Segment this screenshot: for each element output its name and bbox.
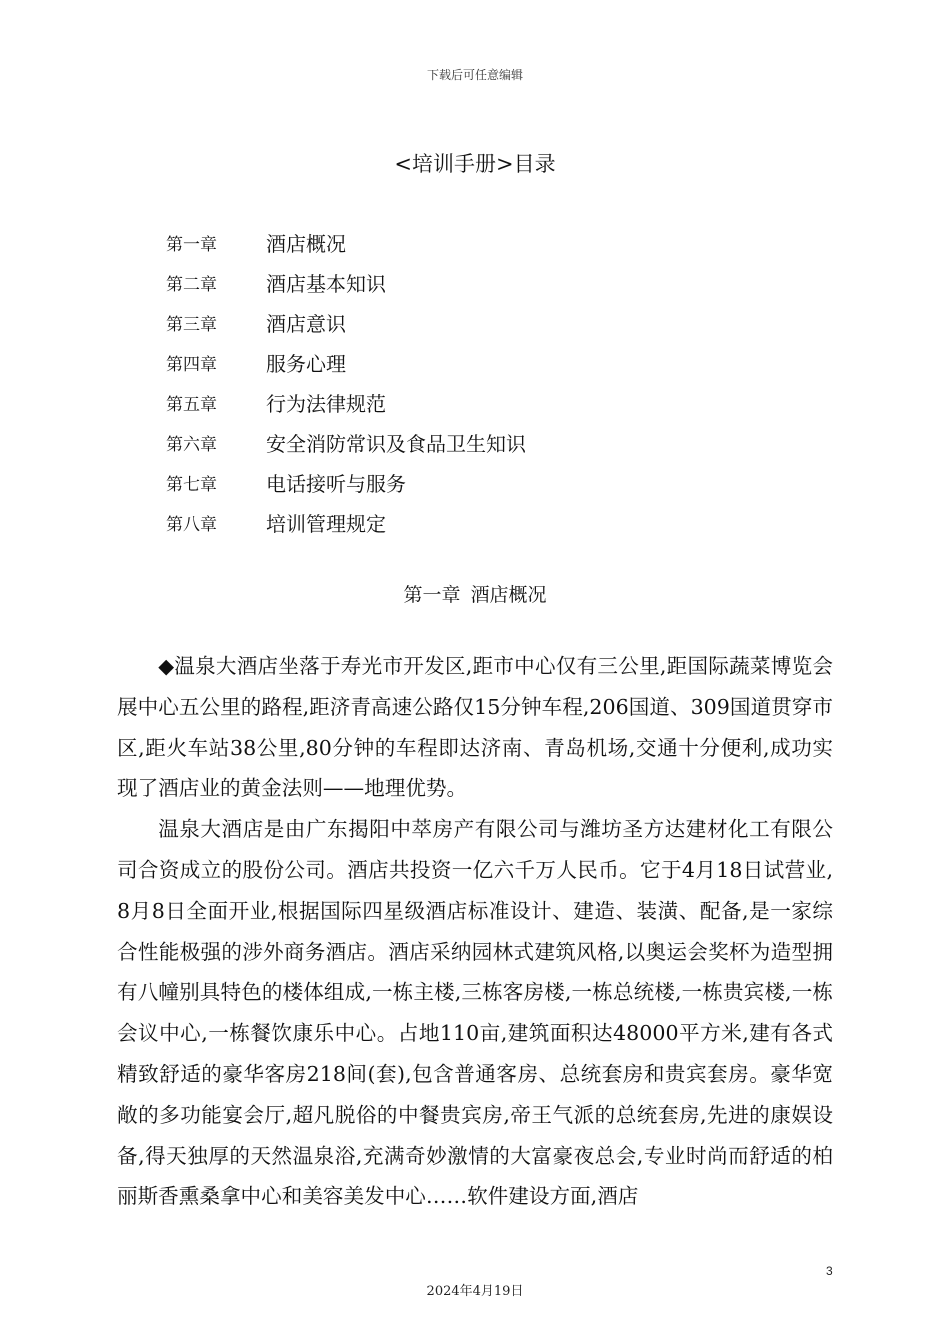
table-of-contents xyxy=(166,222,786,542)
toc-chapter-number: 第四章 xyxy=(166,354,217,375)
toc-chapter-title: 安全消防常识及食品卫生知识 xyxy=(266,431,526,456)
toc-entry xyxy=(166,422,786,462)
toc-entry xyxy=(166,262,786,302)
chapter-heading xyxy=(0,580,950,607)
toc-chapter-number: 第二章 xyxy=(166,274,217,295)
toc-chapter-number: 第三章 xyxy=(166,314,217,335)
page-number: 3 xyxy=(826,1264,833,1278)
footer-date: 2024年4月19日 xyxy=(426,1284,524,1299)
toc-chapter-number: 第五章 xyxy=(166,394,217,415)
toc-entry xyxy=(166,502,786,542)
toc-chapter-title: 培训管理规定 xyxy=(266,511,386,536)
toc-chapter-title: 酒店概况 xyxy=(266,231,346,256)
toc-chapter-number: 第六章 xyxy=(166,434,217,455)
chapter-heading-title: 酒店概况 xyxy=(470,584,547,606)
toc-chapter-title: 酒店意识 xyxy=(266,311,346,336)
toc-chapter-number: 第七章 xyxy=(166,474,217,495)
chapter-body xyxy=(117,646,833,1217)
document-title: <培训手册>目录 xyxy=(394,152,556,176)
toc-chapter-number: 第八章 xyxy=(166,514,217,535)
toc-entry xyxy=(166,222,786,262)
toc-chapter-title: 酒店基本知识 xyxy=(266,271,386,296)
toc-entry xyxy=(166,382,786,422)
toc-chapter-title: 电话接听与服务 xyxy=(266,471,406,496)
body-paragraph: ◆温泉大酒店坐落于寿光市开发区,距市中心仅有三公里,距国际蔬菜博览会展中心五公里的路程,距济青高速公路仅15分钟车程,206国道、309国道贯穿市区,距火车站38公里,80分钟的车程即达济南、青岛机场,交通十分便利,成功实现了酒店业的黄金法则——地理优势。 xyxy=(117,654,833,801)
toc-chapter-title: 行为法律规范 xyxy=(266,391,386,416)
chapter-heading-number: 第一章 xyxy=(403,584,461,606)
toc-chapter-title: 服务心理 xyxy=(266,351,346,376)
toc-entry xyxy=(166,342,786,382)
header-note: 下载后可任意编辑 xyxy=(426,68,523,82)
toc-chapter-number: 第一章 xyxy=(166,234,217,255)
toc-entry xyxy=(166,462,786,502)
body-paragraph: 温泉大酒店是由广东揭阳中萃房产有限公司与潍坊圣方达建材化工有限公司合资成立的股份公司。酒店共投资一亿六千万人民币。它于4月18日试营业,8月8日全面开业,根据国际四星级酒店标准设计、建造、装潢、配备,是一家综合性能极强的涉外商务酒店。酒店采纳园林式建筑风格,以奥运会奖杯为造型拥有八幢别具特色的楼体组成,一栋主楼,三栋客房楼,一栋总统楼,一栋贵宾楼,一栋会议中心,一栋餐饮康乐中心。占地110亩,建筑面积达48000平方米,建有各式精致舒适的豪华客房218间(套),包含普通客房、总统套房和贵宾套房。豪华宽敞的多功能宴会厅,超凡脱俗的中餐贵宾房,帝王气派的总统套房,先进的康娱设备,得天独厚的天然温泉浴,充满奇妙激情的大富豪夜总会,专业时尚而舒适的柏丽斯香熏桑拿中心和美容美发中心……软件建设方面,酒店 xyxy=(117,817,833,1209)
toc-entry xyxy=(166,302,786,342)
